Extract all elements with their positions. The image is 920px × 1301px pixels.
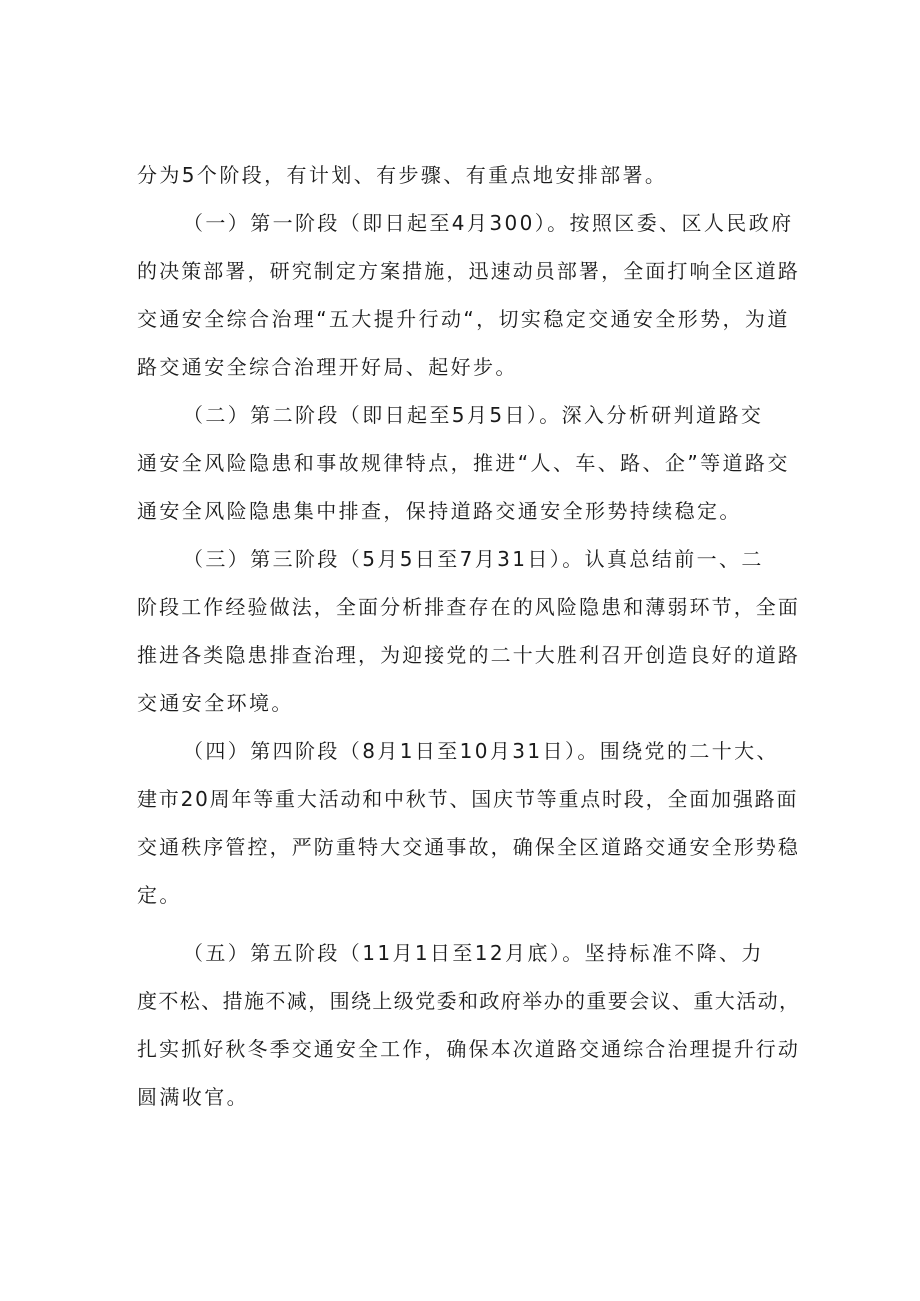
text-line: 通安全风险隐患集中排查，保持道路交通安全形势持续稳定。 [137,499,742,523]
text-line: 通安全风险隐患和事故规律特点，推进“人、车、路、企”等道路交 [137,451,790,475]
text-line: 建市20周年等重大活动和中秋节、国庆节等重点时段，全面加强路面 [137,787,799,811]
text-line: 的决策部署，研究制定方案措施，迅速动员部署，全面打响全区道路 [137,259,800,283]
text-line: 交通秩序管控，严防重特大交通事故，确保全区道路交通安全形势稳 [137,835,800,859]
text-line: （四）第四阶段（8月1日至10月31日）。围绕党的二十大、 [183,739,779,763]
text-line: 度不松、措施不减，围绕上级党委和政府举办的重要会议、重大活动， [137,989,801,1013]
text-line: 圆满收官。 [137,1085,249,1109]
text-line: （二）第二阶段（即日起至5月5日）。深入分析研判道路交 [183,403,764,427]
text-line: 分为5个阶段，有计划、有步骤、有重点地安排部署。 [137,163,668,187]
text-line: 路交通安全综合治理开好局、起好步。 [137,355,518,379]
text-line: 交通安全综合治理“五大提升行动“，切实稳定交通安全形势，为道 [137,307,790,331]
text-line: （三）第三阶段（5月5日至7月31日）。认真总结前一、二 [183,547,764,571]
text-line: 交通安全环境。 [137,691,294,715]
text-line: （五）第五阶段（11月1日至12月底）。坚持标准不降、力 [183,941,764,965]
text-line: 阶段工作经验做法，全面分析排查存在的风险隐患和薄弱环节，全面 [137,595,800,619]
text-line: 扎实抓好秋冬季交通安全工作，确保本次道路交通综合治理提升行动 [137,1037,800,1061]
text-line: 定。 [137,883,182,907]
text-line: （一）第一阶段（即日起至4月300）。按照区委、区人民政府 [183,211,794,235]
text-line: 推进各类隐患排查治理，为迎接党的二十大胜利召开创造良好的道路 [137,643,800,667]
